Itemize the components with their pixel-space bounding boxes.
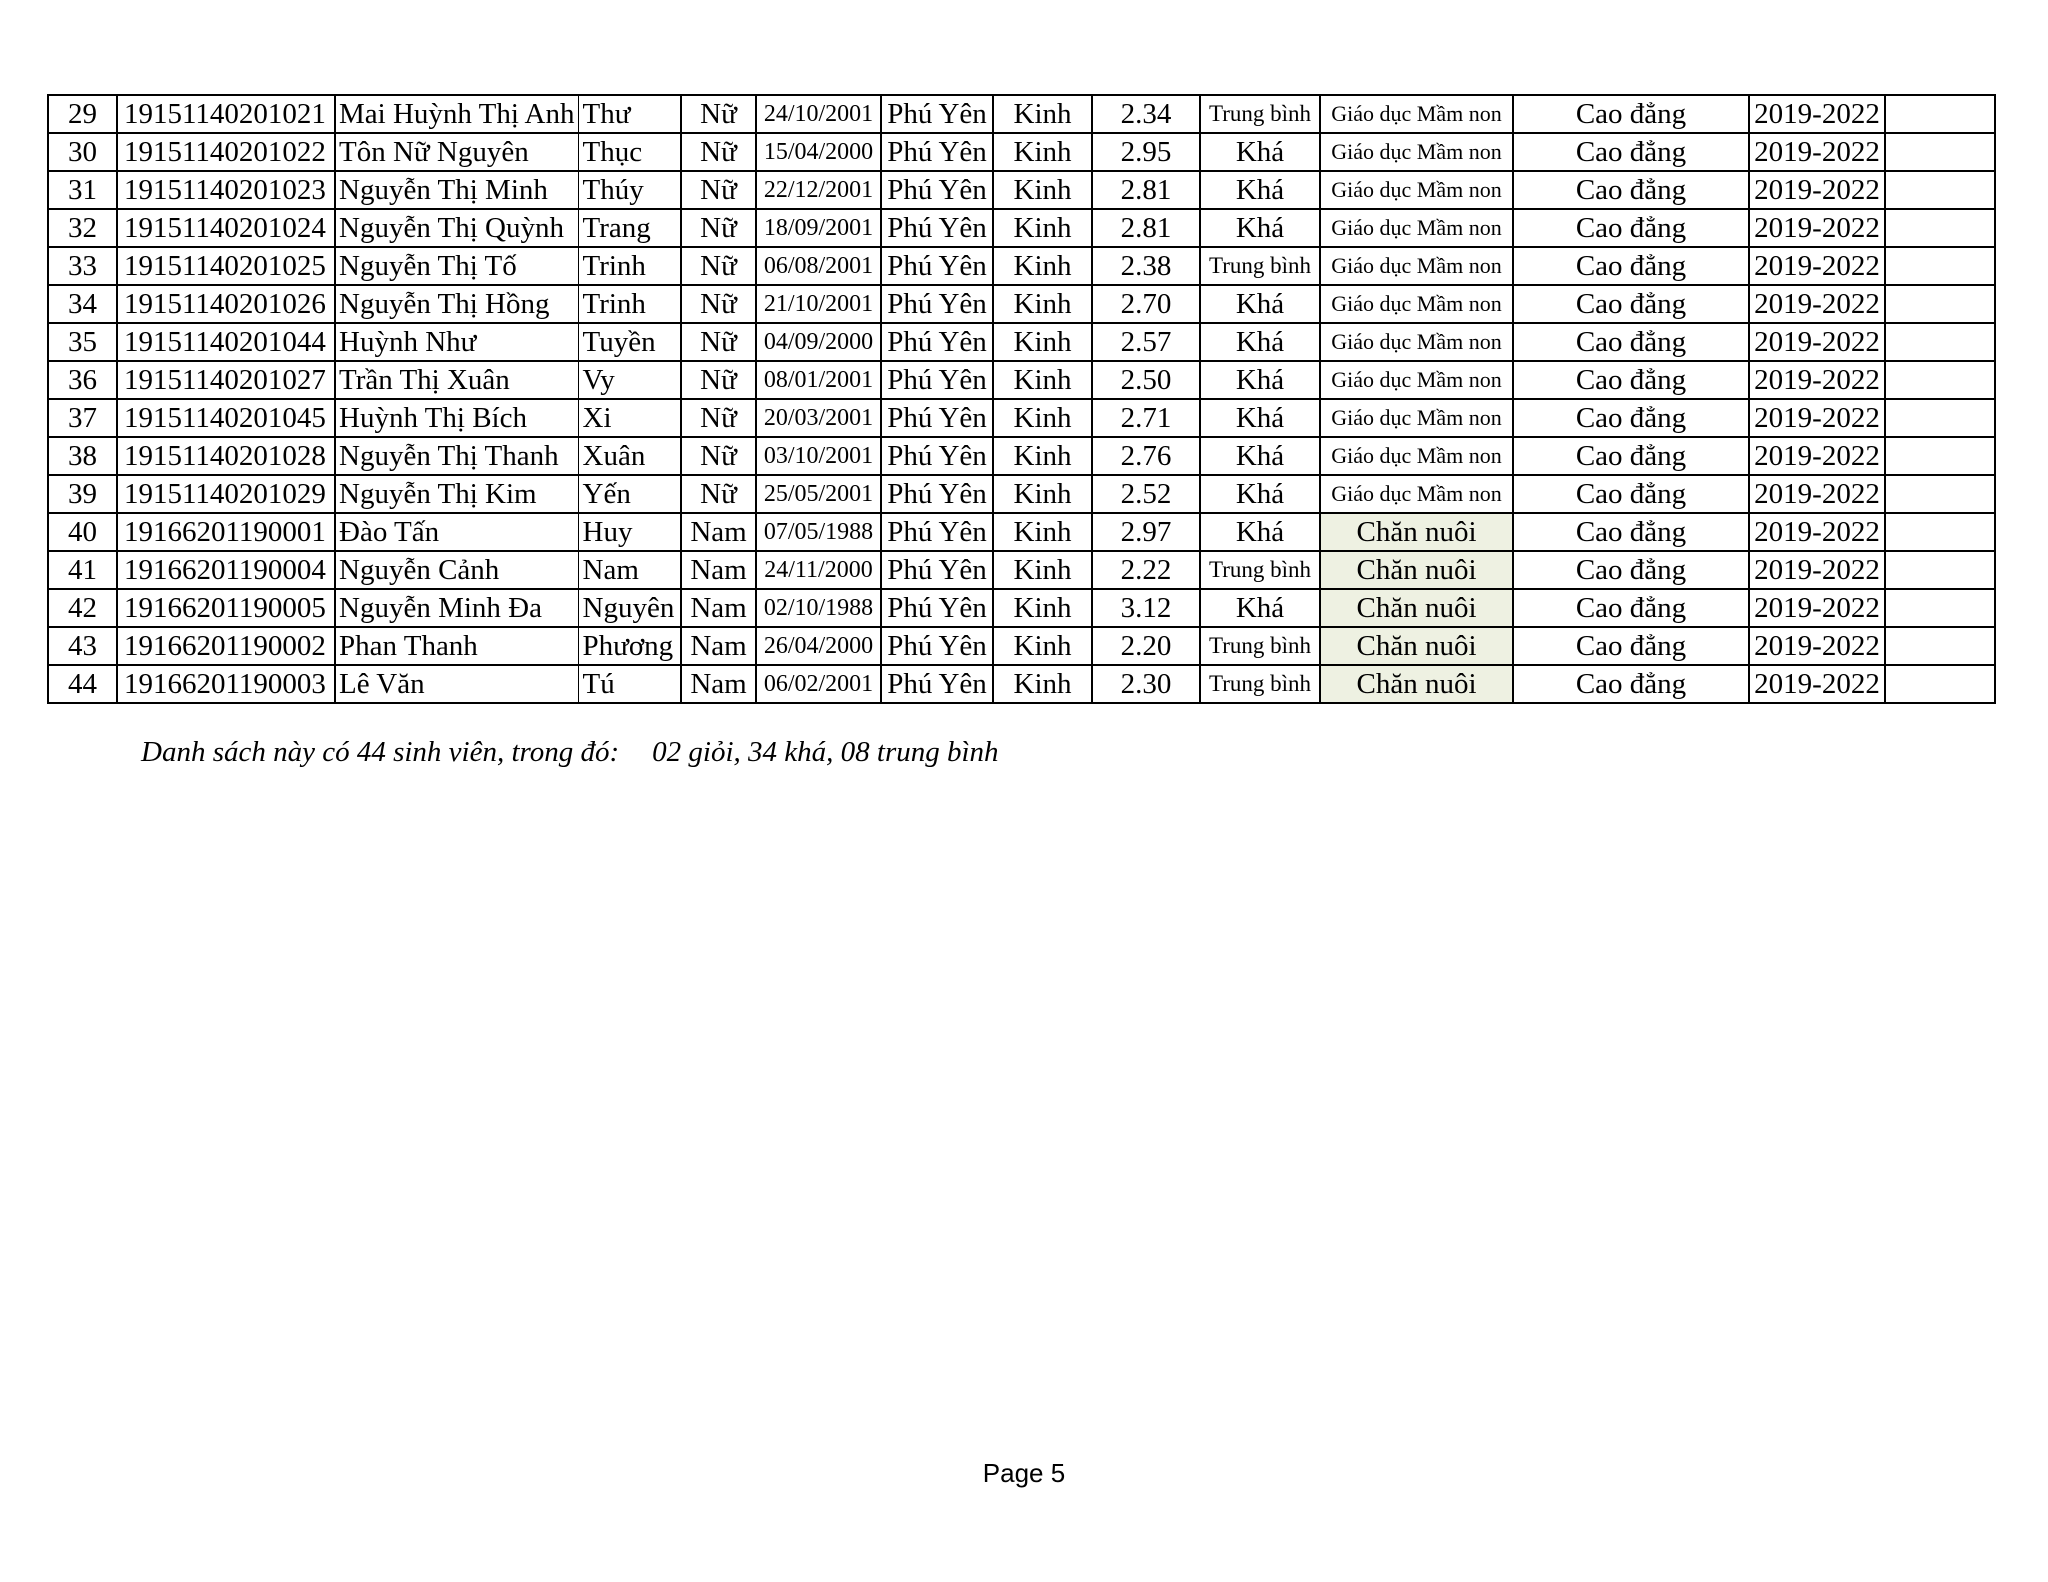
cell-major: Chăn nuôi <box>1320 589 1513 627</box>
cell-ethnicity: Kinh <box>993 95 1092 133</box>
cell-ethnicity: Kinh <box>993 323 1092 361</box>
cell-academic-years: 2019-2022 <box>1749 399 1885 437</box>
cell-level: Cao đẳng <box>1513 475 1749 513</box>
cell-level: Cao đẳng <box>1513 513 1749 551</box>
cell-major: Giáo dục Mầm non <box>1320 323 1513 361</box>
cell-row-number: 33 <box>48 247 117 285</box>
cell-row-number: 32 <box>48 209 117 247</box>
cell-date-of-birth: 08/01/2001 <box>756 361 881 399</box>
cell-first-name: Tuyền <box>578 323 681 361</box>
cell-gender: Nữ <box>681 133 756 171</box>
cell-major: Giáo dục Mầm non <box>1320 399 1513 437</box>
cell-student-code: 19151140201025 <box>117 247 335 285</box>
summary-text: Danh sách này có 44 sinh viên, trong đó: <box>141 736 620 768</box>
cell-academic-years: 2019-2022 <box>1749 361 1885 399</box>
cell-student-code: 19151140201027 <box>117 361 335 399</box>
cell-major: Giáo dục Mầm non <box>1320 171 1513 209</box>
cell-first-name: Trang <box>578 209 681 247</box>
cell-rank: Khá <box>1200 171 1320 209</box>
cell-birthplace: Phú Yên <box>881 589 993 627</box>
cell-rank: Trung bình <box>1200 95 1320 133</box>
cell-level: Cao đẳng <box>1513 171 1749 209</box>
cell-last-name: Phan Thanh <box>335 627 578 665</box>
cell-academic-years: 2019-2022 <box>1749 437 1885 475</box>
cell-academic-years: 2019-2022 <box>1749 551 1885 589</box>
cell-gender: Nam <box>681 665 756 703</box>
cell-student-code: 19151140201045 <box>117 399 335 437</box>
cell-birthplace: Phú Yên <box>881 95 993 133</box>
cell-gpa: 2.57 <box>1092 323 1200 361</box>
cell-major: Chăn nuôi <box>1320 627 1513 665</box>
table-row <box>48 665 1995 703</box>
cell-date-of-birth: 02/10/1988 <box>756 589 881 627</box>
cell-level: Cao đẳng <box>1513 627 1749 665</box>
cell-last-name: Đào Tấn <box>335 513 578 551</box>
cell-major: Giáo dục Mầm non <box>1320 437 1513 475</box>
cell-date-of-birth: 25/05/2001 <box>756 475 881 513</box>
cell-row-number: 40 <box>48 513 117 551</box>
cell-first-name: Thư <box>578 95 681 133</box>
cell-gpa: 2.20 <box>1092 627 1200 665</box>
cell-major: Giáo dục Mầm non <box>1320 285 1513 323</box>
cell-ethnicity: Kinh <box>993 589 1092 627</box>
cell-blank <box>1885 589 1995 627</box>
cell-ethnicity: Kinh <box>993 247 1092 285</box>
cell-gpa: 2.81 <box>1092 209 1200 247</box>
cell-date-of-birth: 06/02/2001 <box>756 665 881 703</box>
cell-major: Chăn nuôi <box>1320 665 1513 703</box>
cell-level: Cao đẳng <box>1513 437 1749 475</box>
cell-student-code: 19166201190005 <box>117 589 335 627</box>
cell-row-number: 34 <box>48 285 117 323</box>
table-row <box>48 551 1995 589</box>
cell-blank <box>1885 551 1995 589</box>
cell-blank <box>1885 513 1995 551</box>
cell-gender: Nữ <box>681 323 756 361</box>
table-row <box>48 513 1995 551</box>
cell-academic-years: 2019-2022 <box>1749 665 1885 703</box>
cell-gender: Nam <box>681 551 756 589</box>
cell-rank: Khá <box>1200 475 1320 513</box>
cell-academic-years: 2019-2022 <box>1749 627 1885 665</box>
cell-academic-years: 2019-2022 <box>1749 513 1885 551</box>
cell-student-code: 19151140201028 <box>117 437 335 475</box>
cell-first-name: Nam <box>578 551 681 589</box>
cell-level: Cao đẳng <box>1513 589 1749 627</box>
cell-student-code: 19166201190003 <box>117 665 335 703</box>
cell-student-code: 19151140201021 <box>117 95 335 133</box>
cell-last-name: Huỳnh Như <box>335 323 578 361</box>
cell-birthplace: Phú Yên <box>881 513 993 551</box>
cell-student-code: 19151140201026 <box>117 285 335 323</box>
cell-row-number: 37 <box>48 399 117 437</box>
cell-date-of-birth: 03/10/2001 <box>756 437 881 475</box>
cell-row-number: 35 <box>48 323 117 361</box>
cell-gpa: 2.81 <box>1092 171 1200 209</box>
cell-first-name: Tú <box>578 665 681 703</box>
cell-gender: Nữ <box>681 209 756 247</box>
cell-date-of-birth: 18/09/2001 <box>756 209 881 247</box>
cell-rank: Trung bình <box>1200 551 1320 589</box>
cell-row-number: 38 <box>48 437 117 475</box>
cell-last-name: Nguyễn Thị Thanh <box>335 437 578 475</box>
cell-level: Cao đẳng <box>1513 551 1749 589</box>
cell-date-of-birth: 24/10/2001 <box>756 95 881 133</box>
cell-major: Giáo dục Mầm non <box>1320 361 1513 399</box>
cell-last-name: Nguyễn Minh Đa <box>335 589 578 627</box>
cell-last-name: Lê Văn <box>335 665 578 703</box>
cell-academic-years: 2019-2022 <box>1749 171 1885 209</box>
cell-level: Cao đẳng <box>1513 361 1749 399</box>
table-row <box>48 589 1995 627</box>
table-row <box>48 95 1995 133</box>
cell-date-of-birth: 15/04/2000 <box>756 133 881 171</box>
cell-level: Cao đẳng <box>1513 399 1749 437</box>
cell-birthplace: Phú Yên <box>881 209 993 247</box>
cell-major: Giáo dục Mầm non <box>1320 133 1513 171</box>
cell-blank <box>1885 95 1995 133</box>
cell-first-name: Xuân <box>578 437 681 475</box>
cell-academic-years: 2019-2022 <box>1749 133 1885 171</box>
cell-last-name: Nguyễn Thị Tố <box>335 247 578 285</box>
cell-rank: Khá <box>1200 361 1320 399</box>
cell-level: Cao đẳng <box>1513 247 1749 285</box>
cell-major: Giáo dục Mầm non <box>1320 209 1513 247</box>
cell-gpa: 2.70 <box>1092 285 1200 323</box>
cell-rank: Khá <box>1200 437 1320 475</box>
cell-last-name: Tôn Nữ Nguyên <box>335 133 578 171</box>
cell-blank <box>1885 209 1995 247</box>
cell-gpa: 2.95 <box>1092 133 1200 171</box>
cell-ethnicity: Kinh <box>993 475 1092 513</box>
table-row <box>48 361 1995 399</box>
cell-birthplace: Phú Yên <box>881 285 993 323</box>
cell-row-number: 39 <box>48 475 117 513</box>
cell-academic-years: 2019-2022 <box>1749 475 1885 513</box>
cell-birthplace: Phú Yên <box>881 247 993 285</box>
table-row <box>48 323 1995 361</box>
cell-first-name: Vy <box>578 361 681 399</box>
cell-gpa: 2.22 <box>1092 551 1200 589</box>
cell-gender: Nữ <box>681 95 756 133</box>
cell-first-name: Phương <box>578 627 681 665</box>
cell-rank: Trung bình <box>1200 665 1320 703</box>
cell-student-code: 19151140201029 <box>117 475 335 513</box>
cell-academic-years: 2019-2022 <box>1749 285 1885 323</box>
cell-birthplace: Phú Yên <box>881 361 993 399</box>
cell-rank: Khá <box>1200 323 1320 361</box>
table-row <box>48 627 1995 665</box>
cell-rank: Khá <box>1200 589 1320 627</box>
table-row <box>48 209 1995 247</box>
cell-student-code: 19151140201023 <box>117 171 335 209</box>
cell-ethnicity: Kinh <box>993 361 1092 399</box>
cell-row-number: 44 <box>48 665 117 703</box>
cell-level: Cao đẳng <box>1513 209 1749 247</box>
cell-ethnicity: Kinh <box>993 665 1092 703</box>
cell-blank <box>1885 285 1995 323</box>
cell-rank: Khá <box>1200 513 1320 551</box>
cell-ethnicity: Kinh <box>993 551 1092 589</box>
cell-first-name: Trinh <box>578 285 681 323</box>
cell-ethnicity: Kinh <box>993 437 1092 475</box>
cell-ethnicity: Kinh <box>993 513 1092 551</box>
cell-gender: Nữ <box>681 399 756 437</box>
page-number: Page 5 <box>982 1458 1066 1488</box>
cell-birthplace: Phú Yên <box>881 133 993 171</box>
cell-gender: Nữ <box>681 475 756 513</box>
cell-blank <box>1885 475 1995 513</box>
cell-major: Chăn nuôi <box>1320 551 1513 589</box>
cell-major: Giáo dục Mầm non <box>1320 95 1513 133</box>
cell-last-name: Trần Thị Xuân <box>335 361 578 399</box>
cell-gpa: 2.71 <box>1092 399 1200 437</box>
table-row <box>48 133 1995 171</box>
table-row <box>48 247 1995 285</box>
cell-date-of-birth: 04/09/2000 <box>756 323 881 361</box>
cell-blank <box>1885 361 1995 399</box>
cell-birthplace: Phú Yên <box>881 171 993 209</box>
cell-birthplace: Phú Yên <box>881 551 993 589</box>
cell-ethnicity: Kinh <box>993 171 1092 209</box>
cell-academic-years: 2019-2022 <box>1749 323 1885 361</box>
cell-rank: Trung bình <box>1200 627 1320 665</box>
cell-date-of-birth: 24/11/2000 <box>756 551 881 589</box>
cell-last-name: Nguyễn Thị Hồng <box>335 285 578 323</box>
cell-gender: Nữ <box>681 247 756 285</box>
summary-stats: 02 giỏi, 34 khá, 08 trung bình <box>652 736 999 768</box>
cell-academic-years: 2019-2022 <box>1749 247 1885 285</box>
cell-first-name: Xi <box>578 399 681 437</box>
cell-gender: Nữ <box>681 171 756 209</box>
cell-student-code: 19151140201044 <box>117 323 335 361</box>
cell-last-name: Nguyễn Thị Quỳnh <box>335 209 578 247</box>
cell-academic-years: 2019-2022 <box>1749 209 1885 247</box>
cell-birthplace: Phú Yên <box>881 437 993 475</box>
cell-blank <box>1885 627 1995 665</box>
cell-gpa: 2.34 <box>1092 95 1200 133</box>
cell-last-name: Nguyễn Thị Minh <box>335 171 578 209</box>
cell-row-number: 29 <box>48 95 117 133</box>
cell-row-number: 30 <box>48 133 117 171</box>
cell-date-of-birth: 20/03/2001 <box>756 399 881 437</box>
cell-blank <box>1885 171 1995 209</box>
cell-blank <box>1885 323 1995 361</box>
cell-gender: Nữ <box>681 437 756 475</box>
table-row <box>48 285 1995 323</box>
cell-first-name: Yến <box>578 475 681 513</box>
table-row <box>48 437 1995 475</box>
cell-row-number: 31 <box>48 171 117 209</box>
cell-last-name: Nguyễn Cảnh <box>335 551 578 589</box>
cell-rank: Khá <box>1200 285 1320 323</box>
cell-gender: Nam <box>681 589 756 627</box>
cell-gender: Nữ <box>681 361 756 399</box>
cell-level: Cao đẳng <box>1513 665 1749 703</box>
cell-ethnicity: Kinh <box>993 285 1092 323</box>
cell-ethnicity: Kinh <box>993 399 1092 437</box>
cell-birthplace: Phú Yên <box>881 627 993 665</box>
cell-gender: Nữ <box>681 285 756 323</box>
cell-last-name: Mai Huỳnh Thị Anh <box>335 95 578 133</box>
cell-ethnicity: Kinh <box>993 209 1092 247</box>
table-row <box>48 475 1995 513</box>
cell-rank: Khá <box>1200 209 1320 247</box>
cell-blank <box>1885 399 1995 437</box>
cell-rank: Khá <box>1200 133 1320 171</box>
student-rows <box>48 95 1995 703</box>
cell-birthplace: Phú Yên <box>881 323 993 361</box>
cell-academic-years: 2019-2022 <box>1749 95 1885 133</box>
cell-blank <box>1885 247 1995 285</box>
cell-level: Cao đẳng <box>1513 133 1749 171</box>
cell-date-of-birth: 26/04/2000 <box>756 627 881 665</box>
cell-gender: Nam <box>681 513 756 551</box>
cell-level: Cao đẳng <box>1513 323 1749 361</box>
cell-row-number: 43 <box>48 627 117 665</box>
cell-row-number: 42 <box>48 589 117 627</box>
cell-last-name: Huỳnh Thị Bích <box>335 399 578 437</box>
cell-student-code: 19151140201022 <box>117 133 335 171</box>
cell-row-number: 41 <box>48 551 117 589</box>
cell-row-number: 36 <box>48 361 117 399</box>
table-row <box>48 399 1995 437</box>
cell-academic-years: 2019-2022 <box>1749 589 1885 627</box>
cell-major: Chăn nuôi <box>1320 513 1513 551</box>
cell-gpa: 2.38 <box>1092 247 1200 285</box>
cell-student-code: 19151140201024 <box>117 209 335 247</box>
cell-birthplace: Phú Yên <box>881 399 993 437</box>
cell-gpa: 2.52 <box>1092 475 1200 513</box>
cell-date-of-birth: 21/10/2001 <box>756 285 881 323</box>
cell-gpa: 2.97 <box>1092 513 1200 551</box>
cell-last-name: Nguyễn Thị Kim <box>335 475 578 513</box>
table-row <box>48 171 1995 209</box>
cell-blank <box>1885 133 1995 171</box>
cell-ethnicity: Kinh <box>993 133 1092 171</box>
cell-major: Giáo dục Mầm non <box>1320 247 1513 285</box>
cell-gender: Nam <box>681 627 756 665</box>
cell-birthplace: Phú Yên <box>881 665 993 703</box>
cell-date-of-birth: 06/08/2001 <box>756 247 881 285</box>
cell-blank <box>1885 437 1995 475</box>
summary-line <box>141 736 999 769</box>
cell-first-name: Thúy <box>578 171 681 209</box>
cell-gpa: 2.76 <box>1092 437 1200 475</box>
cell-student-code: 19166201190002 <box>117 627 335 665</box>
cell-rank: Khá <box>1200 399 1320 437</box>
cell-level: Cao đẳng <box>1513 285 1749 323</box>
cell-gpa: 3.12 <box>1092 589 1200 627</box>
cell-date-of-birth: 07/05/1988 <box>756 513 881 551</box>
cell-major: Giáo dục Mầm non <box>1320 475 1513 513</box>
student-table <box>47 94 1996 704</box>
cell-birthplace: Phú Yên <box>881 475 993 513</box>
cell-first-name: Trinh <box>578 247 681 285</box>
cell-gpa: 2.30 <box>1092 665 1200 703</box>
cell-first-name: Huy <box>578 513 681 551</box>
cell-date-of-birth: 22/12/2001 <box>756 171 881 209</box>
cell-ethnicity: Kinh <box>993 627 1092 665</box>
cell-first-name: Thục <box>578 133 681 171</box>
cell-rank: Trung bình <box>1200 247 1320 285</box>
cell-student-code: 19166201190004 <box>117 551 335 589</box>
cell-level: Cao đẳng <box>1513 95 1749 133</box>
cell-first-name: Nguyên <box>578 589 681 627</box>
cell-blank <box>1885 665 1995 703</box>
cell-student-code: 19166201190001 <box>117 513 335 551</box>
cell-gpa: 2.50 <box>1092 361 1200 399</box>
